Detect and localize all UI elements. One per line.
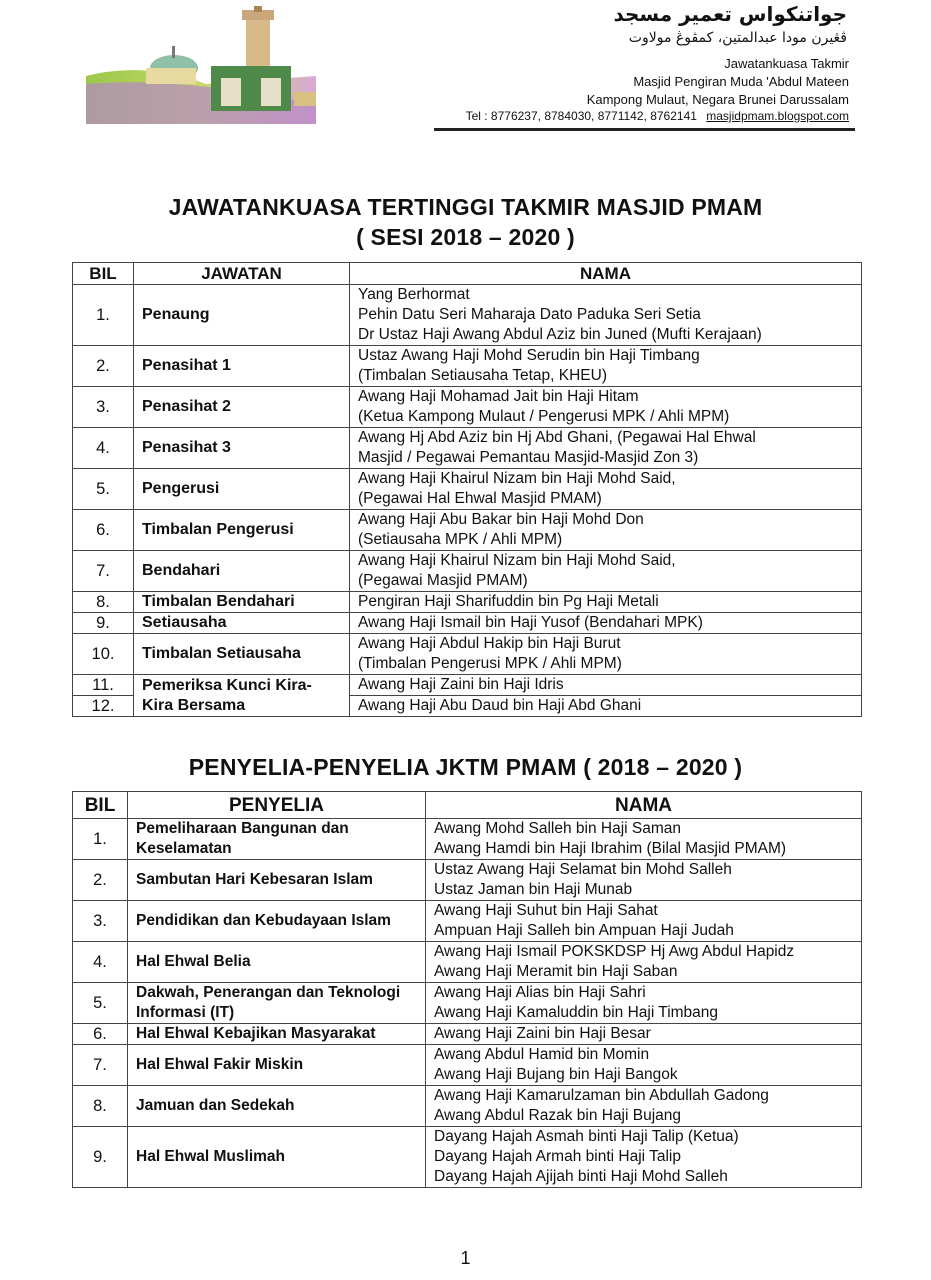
row-number: 3. [73, 901, 128, 942]
table-header-row [73, 263, 862, 285]
table-row [73, 469, 862, 510]
row-number: 5. [73, 983, 128, 1024]
contact-line [466, 108, 849, 124]
row-number: 4. [73, 428, 134, 469]
position-cell: Penasihat 1 [134, 346, 350, 387]
row-number: 11. [73, 675, 134, 696]
name-line: Dayang Hajah Ajijah binti Haji Mohd Salleh [434, 1168, 728, 1185]
portfolio-cell: Hal Ehwal Belia [128, 942, 426, 983]
row-number: 3. [73, 387, 134, 428]
name-line: (Pegawai Masjid PMAM) [358, 572, 528, 589]
table-row [73, 675, 862, 696]
row-number: 8. [73, 592, 134, 613]
names-cell [350, 510, 862, 551]
names-cell [426, 819, 862, 860]
name-line: Awang Haji Abu Daud bin Haji Abd Ghani [358, 697, 642, 714]
table-row [73, 285, 862, 346]
table-row [73, 819, 862, 860]
name-line: Awang Haji Abu Bakar bin Haji Mohd Don [358, 511, 644, 528]
name-line: Awang Abdul Hamid bin Momin [434, 1046, 650, 1063]
row-number: 7. [73, 551, 134, 592]
table-row [73, 634, 862, 675]
name-line: Awang Haji Alias bin Haji Sahri [434, 984, 646, 1001]
document-title: JAWATANKUASA TERTINGGI TAKMIR MASJID PMAM [168, 194, 763, 220]
name-line: Awang Haji Abdul Hakip bin Haji Burut [358, 635, 621, 652]
name-line: Awang Hamdi bin Haji Ibrahim (Bilal Masjid PMAM) [434, 840, 787, 857]
name-line: Ustaz Awang Haji Selamat bin Mohd Salleh [434, 861, 732, 878]
name-line: Pehin Datu Seri Maharaja Dato Paduka Seri Setia [358, 306, 701, 323]
name-line: Awang Haji Khairul Nizam bin Haji Mohd Said, [358, 470, 676, 487]
name-line: Dayang Hajah Asmah binti Haji Talip (Ketua) [434, 1128, 739, 1145]
name-line: (Timbalan Pengerusi MPK / Ahli MPM) [358, 655, 622, 672]
column-header-bil: BIL [73, 792, 128, 819]
table-row [73, 901, 862, 942]
portfolio-cell: Dakwah, Penerangan dan Teknologi Informasi (IT) [128, 983, 426, 1024]
table-row [73, 983, 862, 1024]
supervisors-title: PENYELIA-PENYELIA JKTM PMAM ( 2018 – 2020 ) [188, 754, 743, 780]
name-line: Awang Mohd Salleh bin Haji Saman [434, 820, 682, 837]
portfolio-cell: Pemeliharaan Bangunan dan Keselamatan [128, 819, 426, 860]
name-line: (Pegawai Hal Ehwal Masjid PMAM) [358, 490, 602, 507]
name-line: Ustaz Jaman bin Haji Munab [434, 881, 633, 898]
column-header-jawatan: JAWATAN [134, 263, 350, 285]
column-header-nama: NAMA [350, 263, 862, 285]
names-cell [350, 469, 862, 510]
names-cell [426, 942, 862, 983]
row-number: 1. [73, 819, 128, 860]
table-row [73, 860, 862, 901]
column-header-nama: NAMA [426, 792, 862, 819]
name-line: Awang Haji Ismail bin Haji Yusof (Bendahari MPK) [358, 614, 703, 631]
page-number: 1 [460, 1248, 471, 1268]
names-cell [350, 387, 862, 428]
table-row [73, 510, 862, 551]
header-divider [434, 128, 855, 131]
name-line: Awang Haji Ismail POKSKDSP Hj Awg Abdul Hapidz [434, 943, 795, 960]
phone-numbers: Tel : 8776237, 8784030, 8771142, 8762141 [465, 109, 697, 123]
committee-table [72, 262, 862, 717]
table-row [73, 942, 862, 983]
name-line: Dr Ustaz Haji Awang Abdul Aziz bin Juned (Mufti Kerajaan) [358, 326, 762, 343]
name-line: (Timbalan Setiausaha Tetap, KHEU) [358, 367, 607, 384]
position-cell: Bendahari [134, 551, 350, 592]
table-row [73, 346, 862, 387]
row-number: 9. [73, 613, 134, 634]
position-cell: Timbalan Pengerusi [134, 510, 350, 551]
row-number: 6. [73, 510, 134, 551]
names-cell [426, 901, 862, 942]
row-number: 2. [73, 860, 128, 901]
portfolio-cell: Hal Ehwal Muslimah [128, 1127, 426, 1188]
names-cell [350, 696, 862, 717]
names-cell [350, 634, 862, 675]
name-line: (Ketua Kampong Mulaut / Pengerusi MPK / Ahli MPM) [358, 408, 730, 425]
name-line: Masjid / Pegawai Pemantau Masjid-Masjid Zon 3) [358, 449, 699, 466]
name-line: Dayang Hajah Armah binti Haji Talip [434, 1148, 681, 1165]
position-cell: Pemeriksa Kunci Kira-Kira Bersama [134, 675, 350, 717]
table-header-row [73, 792, 862, 819]
portfolio-cell: Hal Ehwal Kebajikan Masyarakat [128, 1024, 426, 1045]
column-header-bil: BIL [73, 263, 134, 285]
name-line: Awang Haji Zaini bin Haji Idris [358, 676, 564, 693]
row-number: 4. [73, 942, 128, 983]
position-cell: Penasihat 3 [134, 428, 350, 469]
position-cell: Penasihat 2 [134, 387, 350, 428]
jawi-org-subtitle: ڤڠيرن مودا عبدالمتين، كمڤوڠ مولاوت [628, 30, 847, 46]
names-cell [350, 551, 862, 592]
table-row [73, 1024, 862, 1045]
name-line: Awang Haji Kamaluddin bin Haji Timbang [434, 1004, 719, 1021]
row-number: 9. [73, 1127, 128, 1188]
row-number: 2. [73, 346, 134, 387]
mosque-logo [86, 6, 316, 124]
portfolio-cell: Pendidikan dan Kebudayaan Islam [128, 901, 426, 942]
position-cell: Pengerusi [134, 469, 350, 510]
names-cell [350, 675, 862, 696]
portfolio-cell: Jamuan dan Sedekah [128, 1086, 426, 1127]
names-cell [350, 428, 862, 469]
position-cell: Setiausaha [134, 613, 350, 634]
name-line: Awang Abdul Razak bin Haji Bujang [434, 1107, 682, 1124]
names-cell [350, 285, 862, 346]
name-line: Awang Hj Abd Aziz bin Hj Abd Ghani, (Pegawai Hal Ehwal [358, 429, 756, 446]
names-cell [426, 1045, 862, 1086]
names-cell [350, 592, 862, 613]
names-cell [426, 860, 862, 901]
column-header-penyelia: PENYELIA [128, 792, 426, 819]
row-number: 12. [73, 696, 134, 717]
portfolio-cell: Sambutan Hari Kebesaran Islam [128, 860, 426, 901]
names-cell [426, 1024, 862, 1045]
names-cell [350, 346, 862, 387]
row-number: 8. [73, 1086, 128, 1127]
org-name: Jawatankuasa Takmir [724, 56, 849, 71]
names-cell [426, 1127, 862, 1188]
website-link[interactable]: masjidpmam.blogspot.com [706, 109, 849, 123]
table-row [73, 551, 862, 592]
table-row [73, 1127, 862, 1188]
session-subtitle: ( SESI 2018 – 2020 ) [356, 224, 575, 250]
name-line: Yang Berhormat [358, 286, 470, 303]
name-line: Awang Haji Mohamad Jait bin Haji Hitam [358, 388, 639, 405]
name-line: (Setiausaha MPK / Ahli MPM) [358, 531, 563, 548]
mosque-address: Kampong Mulaut, Negara Brunei Darussalam [586, 92, 849, 107]
table-row [73, 387, 862, 428]
table-row [73, 428, 862, 469]
name-line: Pengiran Haji Sharifuddin bin Pg Haji Metali [358, 593, 659, 610]
position-cell: Timbalan Bendahari [134, 592, 350, 613]
name-line: Awang Haji Zaini bin Haji Besar [434, 1025, 651, 1042]
names-cell [426, 983, 862, 1024]
names-cell [350, 613, 862, 634]
row-number: 7. [73, 1045, 128, 1086]
name-line: Ampuan Haji Salleh bin Ampuan Haji Judah [434, 922, 734, 939]
row-number: 10. [73, 634, 134, 675]
mosque-name: Masjid Pengiran Muda 'Abdul Mateen [633, 74, 849, 89]
name-line: Ustaz Awang Haji Mohd Serudin bin Haji Timbang [358, 347, 700, 364]
row-number: 5. [73, 469, 134, 510]
portfolio-cell: Hal Ehwal Fakir Miskin [128, 1045, 426, 1086]
name-line: Awang Haji Kamarulzaman bin Abdullah Gadong [434, 1087, 769, 1104]
name-line: Awang Haji Khairul Nizam bin Haji Mohd Said, [358, 552, 676, 569]
position-cell: Penaung [134, 285, 350, 346]
table-row [73, 592, 862, 613]
jawi-org-title: جواتنکواس تعمير مسجد [613, 2, 847, 26]
name-line: Awang Haji Suhut bin Haji Sahat [434, 902, 658, 919]
names-cell [426, 1086, 862, 1127]
name-line: Awang Haji Meramit bin Haji Saban [434, 963, 678, 980]
table-row [73, 1086, 862, 1127]
table-row [73, 1045, 862, 1086]
row-number: 6. [73, 1024, 128, 1045]
position-cell: Timbalan Setiausaha [134, 634, 350, 675]
table-row [73, 613, 862, 634]
supervisors-table [72, 791, 862, 1188]
name-line: Awang Haji Bujang bin Haji Bangok [434, 1066, 678, 1083]
row-number: 1. [73, 285, 134, 346]
